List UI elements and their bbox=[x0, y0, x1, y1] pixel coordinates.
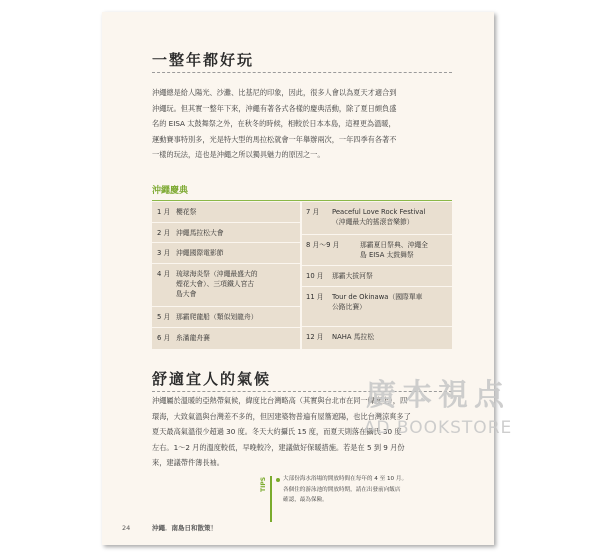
festival-month: 1 月 bbox=[157, 208, 171, 216]
festivals-heading-rule bbox=[152, 200, 452, 201]
watermark-chinese: 廣本視点 bbox=[366, 378, 510, 413]
festival-event: 沖繩國際電影節 bbox=[176, 249, 224, 257]
festival-row bbox=[302, 202, 452, 235]
festival-month: 2 月 bbox=[157, 229, 171, 237]
festival-event: Peaceful Love Rock Festival （沖繩最大的搖滾音樂節） bbox=[332, 208, 426, 226]
festival-event: 糸滿龍舟賽 bbox=[176, 334, 210, 342]
page-number: 24 bbox=[122, 524, 131, 532]
festival-event: NAHA 馬拉松 bbox=[332, 333, 375, 341]
festival-row bbox=[302, 327, 452, 349]
section-title-climate: 舒適宜人的氣候 bbox=[152, 370, 272, 388]
festival-table bbox=[152, 202, 452, 349]
festival-row bbox=[302, 235, 452, 266]
tips-accent-bar bbox=[270, 476, 272, 522]
festival-row bbox=[152, 264, 300, 307]
festival-event: 櫻花祭 bbox=[176, 208, 197, 216]
tips-text: 大部份海水浴場的開放時間在每年的 4 至 10 月。 各個住的游泳池的開放時期，請在出發前向飯店 確認，最為保險。 bbox=[283, 476, 408, 503]
watermark-english: AD BOOKSTORE bbox=[363, 418, 513, 438]
festival-row bbox=[152, 307, 300, 328]
festival-row bbox=[302, 287, 452, 327]
festival-month: 6 月 bbox=[157, 334, 171, 342]
intro-paragraph: 沖繩總是給人陽光、沙灘、比基尼的印象，因此，很多人會以為夏天才適合到 沖繩玩。但其實一整年下來，沖繩有著各式各樣的慶典活動，除了夏日頗負盛 名的 EISA 太鼓舞祭之外，在秋冬的時候，相較於日本本島，這裡更為溫暖， 運動賽事特別多，光是特大型的馬拉松就會一年舉辦兩次，一年四季有各著不 一樣的玩法，這也是沖繩之所以獨具魅力的原因之一。 bbox=[152, 88, 397, 160]
festival-month: 8 月～9 月 bbox=[306, 241, 340, 249]
bullet-icon bbox=[276, 478, 280, 482]
festival-month: 12 月 bbox=[306, 333, 324, 341]
title-divider bbox=[152, 72, 452, 73]
festival-event: Tour de Okinawa（國際單車 公路比賽） bbox=[332, 293, 423, 311]
festival-event: 那霸夏日祭典、沖繩全 島 EISA 太鼓舞祭 bbox=[360, 241, 428, 259]
title-divider bbox=[152, 391, 452, 392]
festival-month: 3 月 bbox=[157, 249, 171, 257]
festival-row bbox=[302, 266, 452, 287]
section-title-year-round: 一整年都好玩 bbox=[152, 51, 255, 69]
running-footer: 沖繩．南島日和散策！ bbox=[152, 524, 217, 532]
festival-month: 7 月 bbox=[306, 208, 320, 216]
festival-row bbox=[152, 243, 300, 264]
festivals-heading: 沖繩慶典 bbox=[152, 186, 189, 196]
book-page bbox=[102, 12, 494, 545]
festival-row bbox=[152, 202, 300, 223]
festival-event: 那霸爬龍船（類似划龍舟） bbox=[176, 313, 258, 321]
festival-event: 沖繩馬拉松大會 bbox=[176, 229, 224, 237]
festival-month: 10 月 bbox=[306, 272, 324, 280]
festival-month: 4 月 bbox=[157, 270, 171, 278]
climate-paragraph: 沖繩屬於溫暖的亞熱帶氣候，緯度比台灣略高（其實與台北市在同一緯度上），四 環海，大致氣溫與台灣差不多的，但因建築物普遍有屋簷遮陽，也比台灣涼爽多了 夏天最高氣溫很少超過 30 度。冬天大約攝氏 15 度，而夏天則落在攝氏 30 度 左右。1～2 月的溫度較低，早晚較冷，建議做好保暖措施。若是在 5 到 9 月份 來，建議帶件薄長袖。 bbox=[152, 396, 411, 468]
festival-event: 那霸大拔河祭 bbox=[332, 272, 373, 280]
festival-row bbox=[152, 328, 300, 349]
festival-month: 5 月 bbox=[157, 313, 171, 321]
tips-label: TIPS bbox=[260, 476, 267, 492]
festival-row bbox=[152, 223, 300, 243]
festival-event: 琉球海炎祭（沖繩最盛大的 煙花大會）、三項鐵人宮古 島大會 bbox=[176, 270, 258, 298]
festival-month: 11 月 bbox=[306, 293, 324, 301]
tips-box bbox=[262, 472, 452, 536]
